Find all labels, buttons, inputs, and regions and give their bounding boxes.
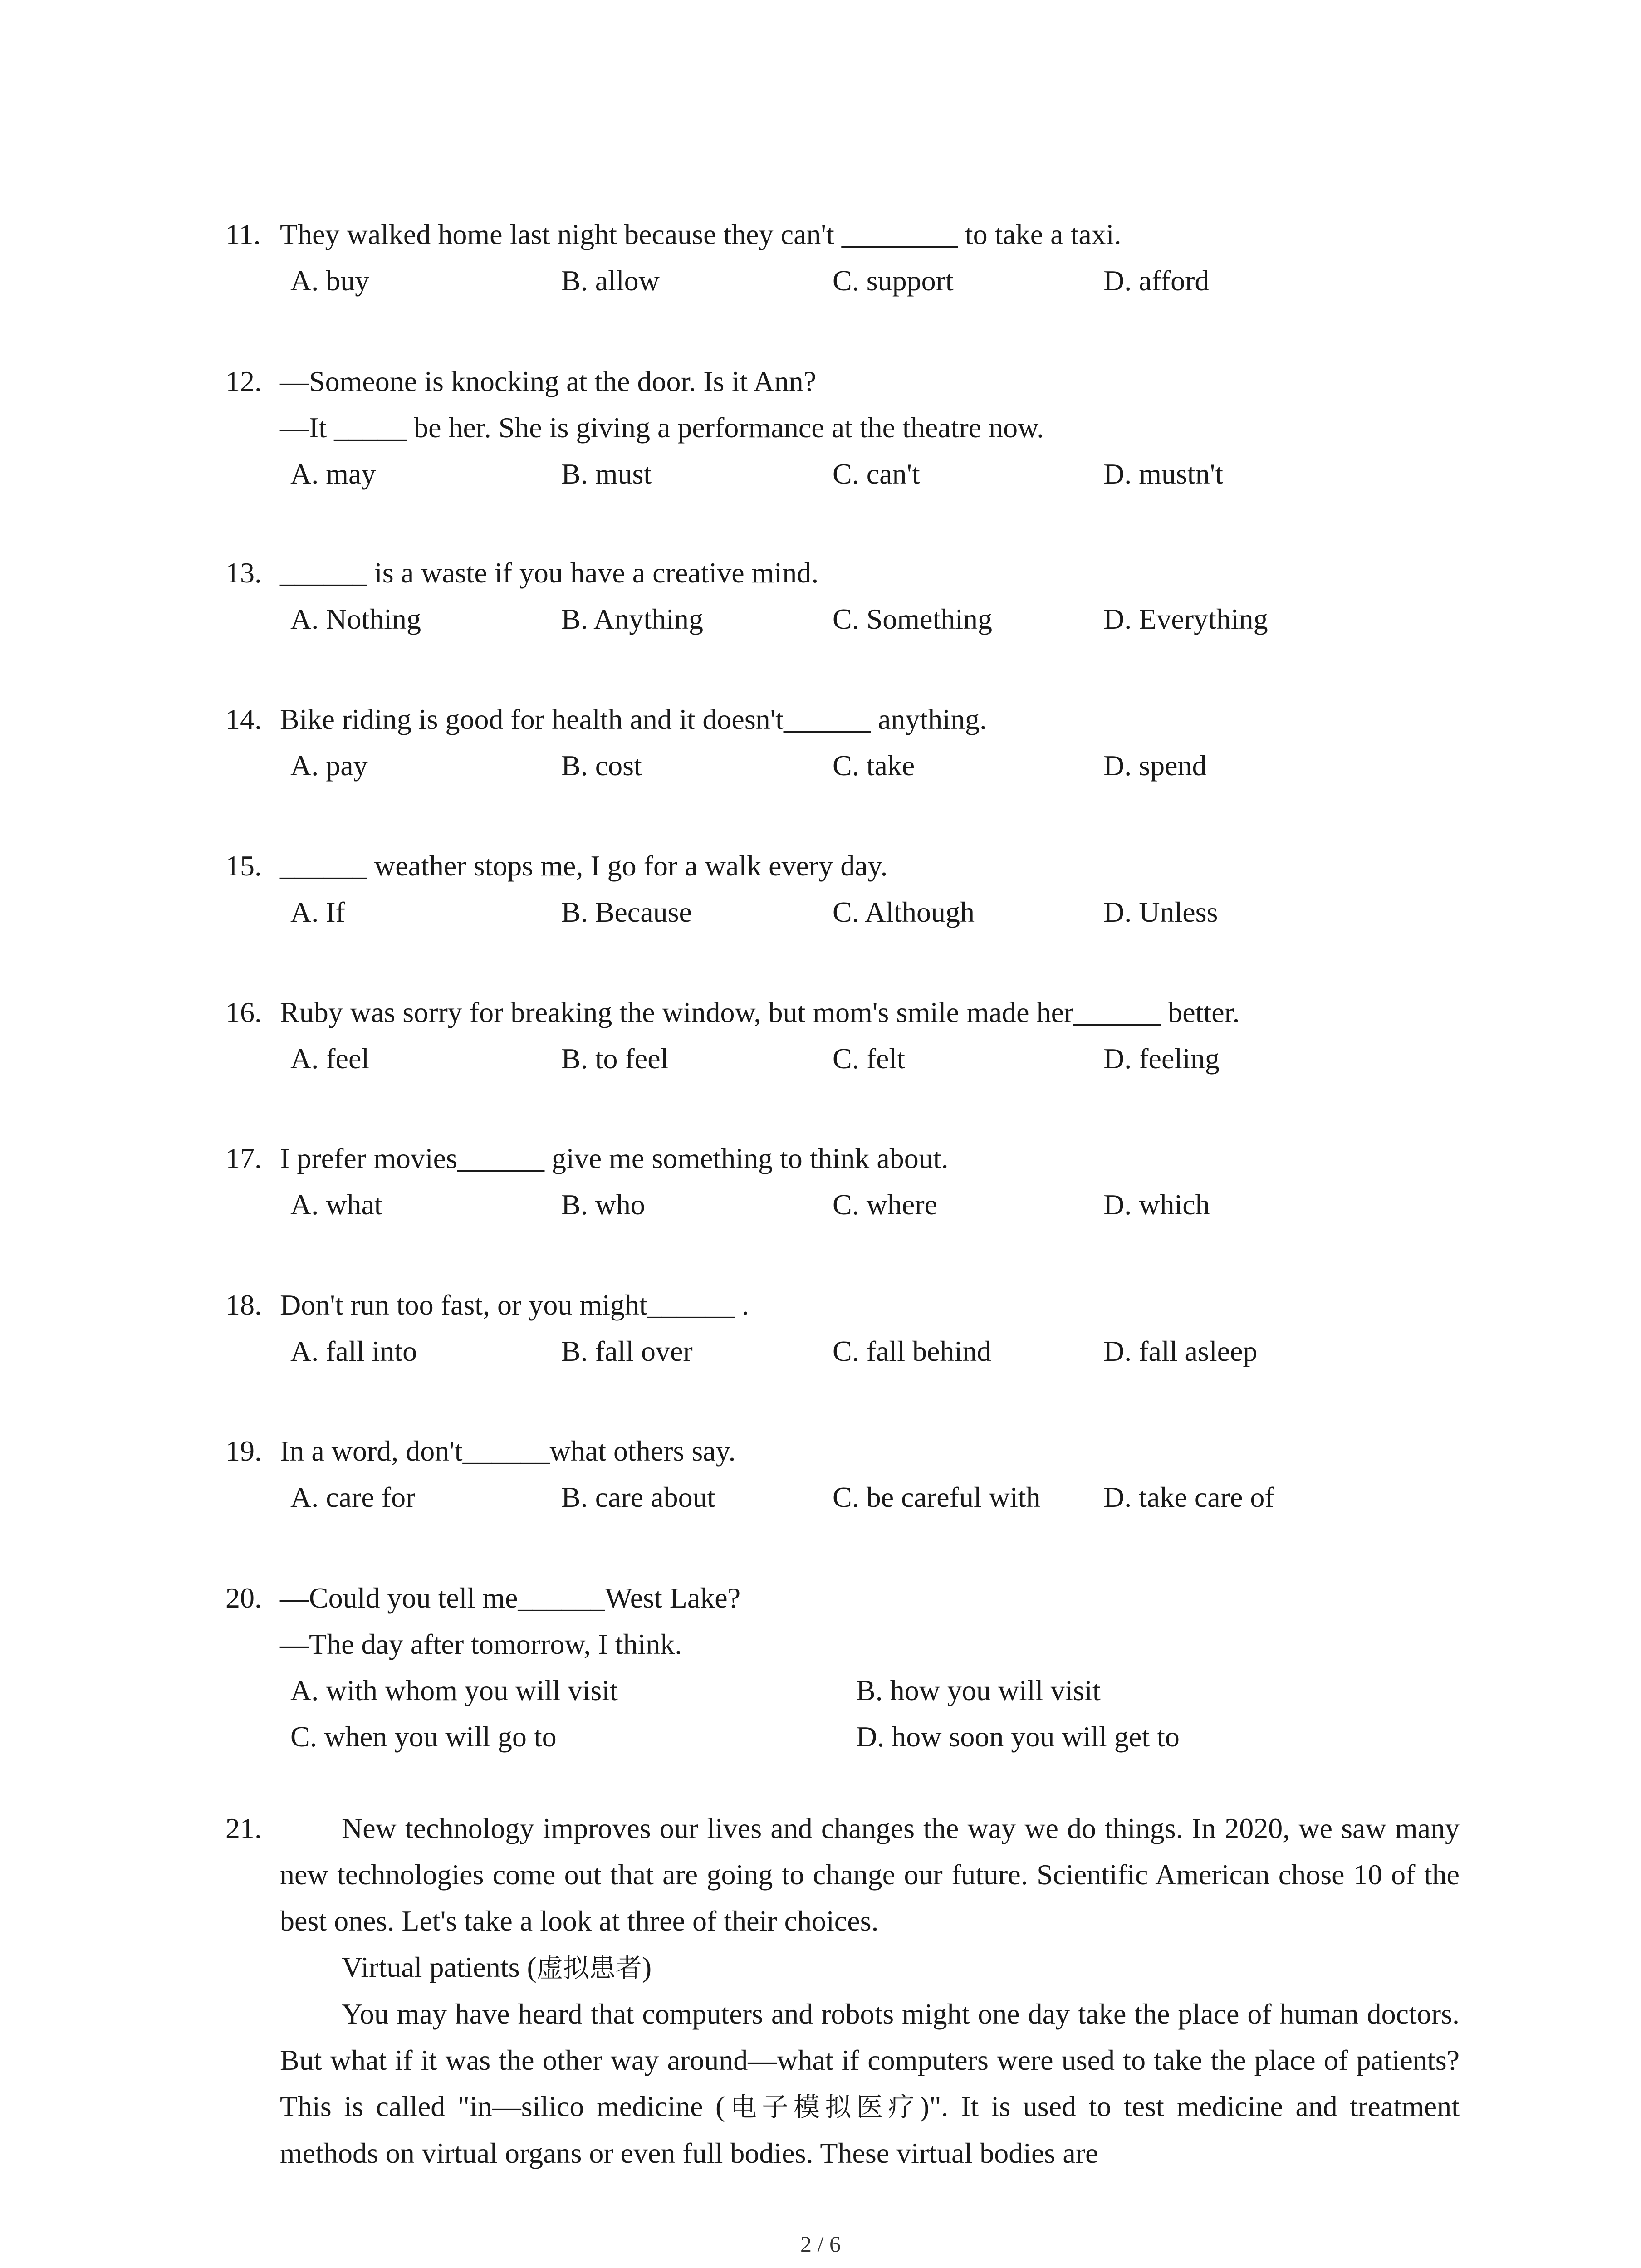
question-stem: In a word, don't______what others say. bbox=[280, 1435, 736, 1467]
option-c: C. felt bbox=[833, 1042, 905, 1075]
option-b: B. Because bbox=[561, 896, 692, 928]
question-12 bbox=[225, 358, 1496, 497]
option-d: D. which bbox=[1103, 1188, 1210, 1221]
option-d: D. fall asleep bbox=[1103, 1335, 1258, 1367]
question-15 bbox=[225, 843, 1496, 935]
subheading-close: ) bbox=[642, 1951, 652, 1983]
question-number: 19. bbox=[225, 1435, 262, 1467]
option-a: A. fall into bbox=[290, 1335, 417, 1367]
option-c: C. be careful with bbox=[833, 1481, 1041, 1513]
subheading-chinese: 虚拟患者 bbox=[536, 1952, 642, 1983]
option-a: A. what bbox=[290, 1188, 382, 1221]
option-a: A. feel bbox=[290, 1042, 370, 1075]
question-stem: They walked home last night because they can't ________ to take a taxi. bbox=[280, 218, 1122, 250]
question-number: 13. bbox=[225, 557, 262, 589]
option-c: C. when you will go to bbox=[290, 1721, 557, 1753]
option-b: B. who bbox=[561, 1188, 645, 1221]
subheading-text: Virtual patients ( bbox=[342, 1951, 537, 1983]
option-c: C. fall behind bbox=[833, 1335, 992, 1367]
option-c: C. where bbox=[833, 1188, 938, 1221]
option-d: D. spend bbox=[1103, 749, 1207, 782]
question-16 bbox=[225, 989, 1496, 1082]
question-18 bbox=[225, 1282, 1496, 1374]
option-b: B. to feel bbox=[561, 1042, 669, 1075]
question-14 bbox=[225, 696, 1496, 789]
question-20 bbox=[225, 1575, 1496, 1760]
option-b: B. cost bbox=[561, 749, 642, 782]
option-b: B. Anything bbox=[561, 603, 703, 635]
question-13 bbox=[225, 550, 1496, 642]
paragraph-2-text-a: You may have heard that computers and robots might one day take the place of human doctors. But what if it was the other way around—what if computers were used to take the place of patients? This is called "in—silico medicine ( bbox=[280, 1998, 1460, 2122]
option-c: C. take bbox=[833, 749, 915, 782]
option-a: A. Nothing bbox=[290, 603, 421, 635]
option-a: A. care for bbox=[290, 1481, 416, 1513]
question-number: 17. bbox=[225, 1142, 262, 1174]
option-d: D. feeling bbox=[1103, 1042, 1220, 1075]
question-number: 12. bbox=[225, 365, 262, 397]
option-c: C. can't bbox=[833, 458, 920, 490]
question-stem: —Someone is knocking at the door. Is it Ann? bbox=[280, 365, 817, 397]
option-d: D. take care of bbox=[1103, 1481, 1274, 1513]
option-d: D. mustn't bbox=[1103, 458, 1223, 490]
option-a: A. with whom you will visit bbox=[290, 1674, 618, 1706]
option-a: A. pay bbox=[290, 749, 368, 782]
option-d: D. how soon you will get to bbox=[856, 1721, 1180, 1753]
passage-subheading bbox=[280, 1944, 1460, 1991]
question-stem: Don't run too fast, or you might______ . bbox=[280, 1289, 749, 1321]
question-number: 14. bbox=[225, 703, 262, 735]
option-c: C. Although bbox=[833, 896, 975, 928]
question-number: 18. bbox=[225, 1289, 262, 1321]
question-17 bbox=[225, 1135, 1496, 1228]
question-19 bbox=[225, 1428, 1496, 1520]
question-stem-line-2: —It _____ be her. She is giving a performance at the theatre now. bbox=[280, 411, 1044, 444]
question-stem: ______ is a waste if you have a creative mind. bbox=[280, 557, 819, 589]
question-number: 11. bbox=[225, 218, 261, 250]
question-stem: Bike riding is good for health and it doesn't______ anything. bbox=[280, 703, 987, 735]
option-d: D. Everything bbox=[1103, 603, 1268, 635]
option-a: A. may bbox=[290, 458, 376, 490]
passage-paragraph-2 bbox=[280, 1991, 1460, 2176]
question-stem: ______ weather stops me, I go for a walk every day. bbox=[280, 850, 888, 882]
option-c: C. Something bbox=[833, 603, 993, 635]
option-a: A. buy bbox=[290, 264, 370, 297]
question-stem: Ruby was sorry for breaking the window, but mom's smile made her______ better. bbox=[280, 996, 1240, 1028]
question-11 bbox=[225, 211, 1496, 304]
option-c: C. support bbox=[833, 264, 954, 297]
reading-passage-21 bbox=[225, 1805, 1460, 2176]
option-b: B. fall over bbox=[561, 1335, 693, 1367]
option-b: B. care about bbox=[561, 1481, 715, 1513]
question-number: 20. bbox=[225, 1582, 262, 1614]
question-number: 16. bbox=[225, 996, 262, 1028]
option-d: D. afford bbox=[1103, 264, 1210, 297]
paragraph-2-text-b: )". It is used to test medicine and treatment methods on virtual organs or even full bodies. These virtual bodies are bbox=[280, 2090, 1460, 2169]
option-b: B. must bbox=[561, 458, 652, 490]
paragraph-2-chinese: 电子模拟医疗 bbox=[725, 2092, 920, 2122]
option-b: B. how you will visit bbox=[856, 1674, 1101, 1706]
question-number: 15. bbox=[225, 850, 262, 882]
question-stem: —Could you tell me______West Lake? bbox=[280, 1582, 741, 1614]
page-number: 2 / 6 bbox=[800, 2231, 841, 2257]
option-d: D. Unless bbox=[1103, 896, 1218, 928]
option-a: A. If bbox=[290, 896, 345, 928]
question-stem-line-2: —The day after tomorrow, I think. bbox=[280, 1628, 682, 1660]
question-number: 21. bbox=[225, 1812, 262, 1844]
passage-paragraph-1: New technology improves our lives and changes the way we do things. In 2020, we saw many new technologies come out that are going to change our future. Scientific American chose 10 of the best ones. Let's take a look at three of their choices. bbox=[280, 1812, 1460, 1937]
question-stem: I prefer movies______ give me something to think about. bbox=[280, 1142, 949, 1174]
option-b: B. allow bbox=[561, 264, 660, 297]
